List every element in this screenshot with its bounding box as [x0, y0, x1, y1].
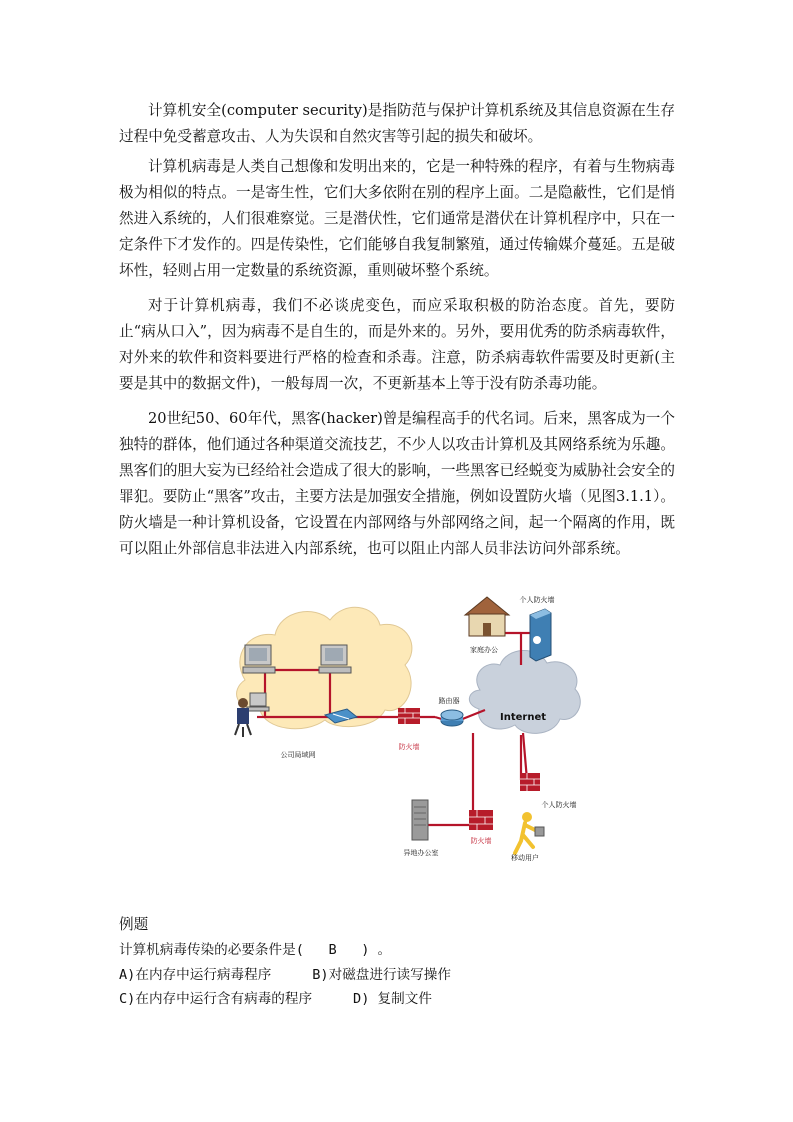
- remote-office-label: 异地办公室: [403, 849, 439, 857]
- firewall-bottom-label: 防火墙: [470, 837, 492, 845]
- home-office-house-icon: [465, 597, 509, 636]
- firewall-left-label: 防火墙: [398, 743, 420, 751]
- personal-firewall-bottom-label: 个人防火墙: [541, 801, 577, 809]
- example-title: 例题: [119, 916, 149, 933]
- mobile-user-label: 移动用户: [511, 854, 539, 862]
- remote-office-server-icon: [412, 800, 428, 840]
- lan-pc-center-icon: [247, 693, 269, 711]
- example-question: 计算机病毒传染的必要条件是( B ) 。: [119, 942, 392, 958]
- router-label: 路由器: [438, 697, 460, 705]
- paragraph-computer-security: 计算机安全(computer security)是指防范与保护计算机系统及其信息资源在生存过程中免受蓄意攻击、人为失误和自然灾害等引起的损失和破坏。: [119, 102, 675, 145]
- lan-pc-left-icon: [243, 645, 275, 673]
- paragraph-hacker-firewall: 20世纪50、60年代，黑客(hacker)曾是编程高手的代名词。后来，黑客成为一个独特的群体，他们通过各种渠道交流技艺，不少人以攻击计算机及其网络系统为乐趣。黑客们的胆大妄为已经给社会造成了很大的影响，一些黑客已经蜕变为威胁社会安全的罪犯。要防止“黑客”攻击，主要方法是加强安全措施，例如设置防火墙（见图3.1.1）。防火墙是一种计算机设备，它设置在内部网络与外部网络之间，起一个隔离的作用，既可以阻止外部信息非法进入内部系统，也可以阻止内部人员非法访问外部系统。: [119, 410, 675, 557]
- router-icon: [441, 710, 463, 726]
- mobile-user-icon: [515, 812, 544, 853]
- internet-label: Internet: [499, 712, 547, 723]
- personal-firewall-bottom-icon: [520, 773, 540, 791]
- personal-firewall-top-label: 个人防火墙: [519, 596, 555, 604]
- paragraph-virus-prevention: 对于计算机病毒，我们不必谈虎变色，而应采取积极的防治态度。首先，要防止“病从口入”，因为病毒不是自生的，而是外来的。另外，要用优秀的防杀病毒软件，对外来的软件和资料要进行严格的检查和杀毒。注意，防杀病毒软件需要及时更新(主要是其中的数据文件)，一般每周一次，不更新基本上等于没有防杀毒功能。: [119, 297, 675, 392]
- firewall-left-icon: [398, 708, 420, 724]
- paragraph-virus-characteristics: 计算机病毒是人类自己想像和发明出来的，它是一种特殊的程序，有着与生物病毒极为相似的特点。一是寄生性，它们大多依附在别的程序上面。二是隐蔽性，它们是悄然进入系统的，人们很难察觉。三是潜伏性，它们通常是潜伏在计算机程序中，只在一定条件下才发作的。四是传染性，它们能够自我复制繁殖，通过传输媒介蔓延。五是破坏性，轻则占用一定数量的系统资源，重则破坏整个系统。: [119, 158, 675, 279]
- home-office-label: 家庭办公: [470, 646, 498, 654]
- personal-firewall-top-icon: [530, 609, 551, 661]
- firewall-bottom-icon: [469, 810, 493, 830]
- firewall-network-diagram: [225, 585, 585, 870]
- example-options-ab: A)在内存中运行病毒程序 B)对磁盘进行读写操作: [119, 967, 451, 983]
- company-lan-label: 公司局域网: [280, 751, 316, 759]
- lan-pc-right-icon: [319, 645, 351, 673]
- example-options-cd: C)在内存中运行含有病毒的程序 D) 复制文件: [119, 991, 432, 1007]
